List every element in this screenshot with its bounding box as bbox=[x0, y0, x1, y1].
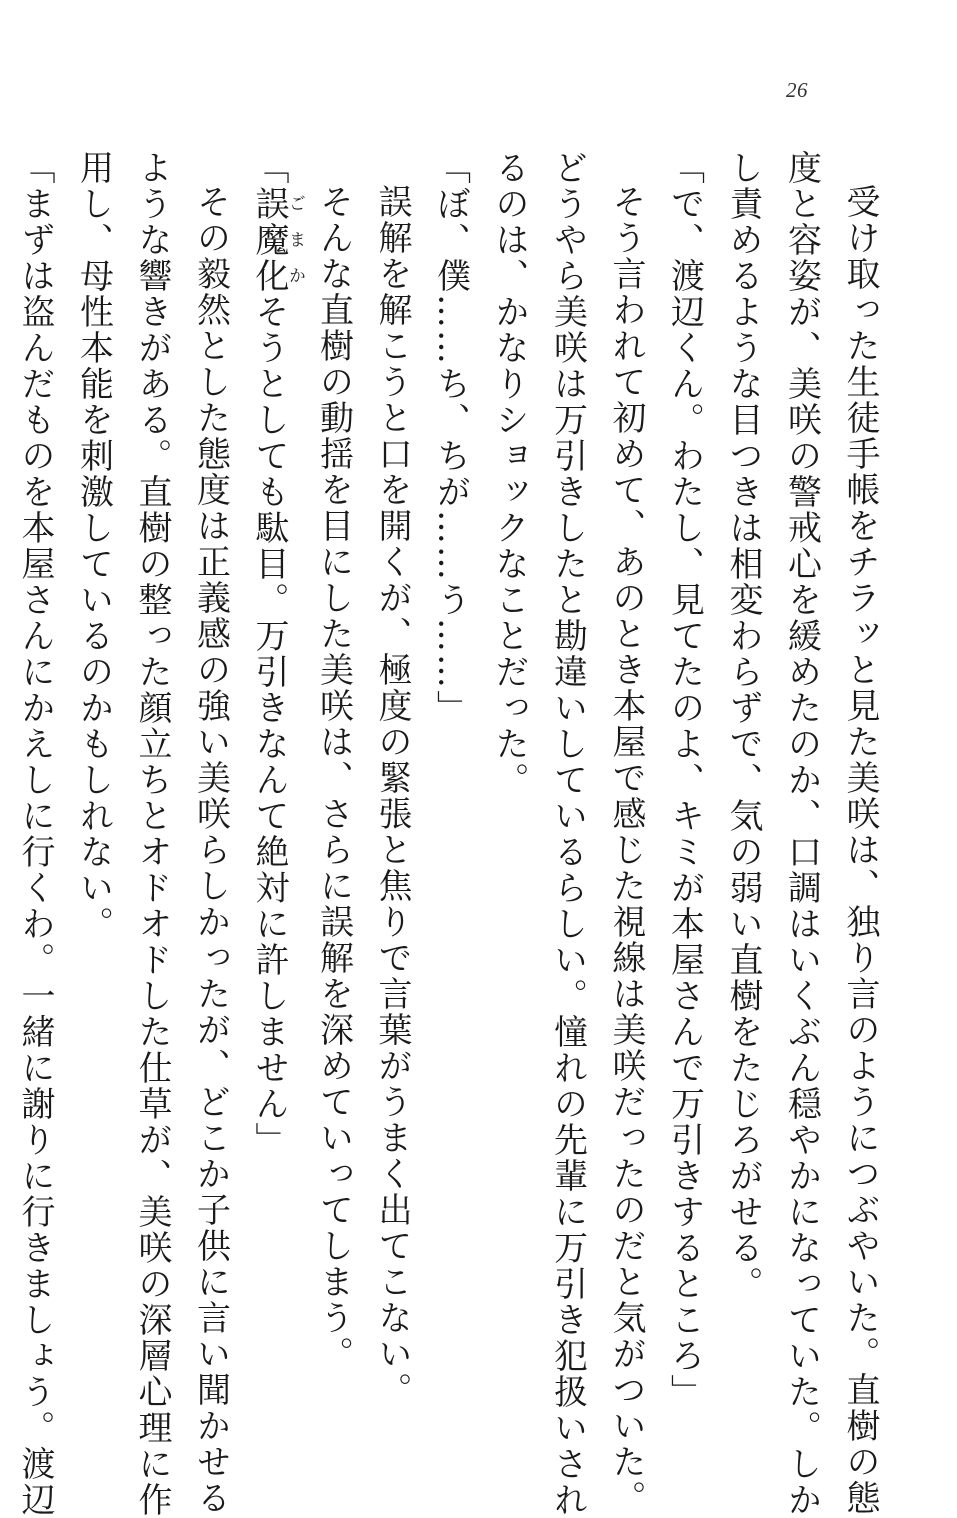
text-line bbox=[0, 150, 6, 1350]
text-line: その毅然とした態度は正義感の強い美咲らしかったが、どこか子供に言い聞かせる bbox=[190, 184, 231, 1516]
text-line: ような響きがある。直樹の整った顔立ちとオドオドした仕草が、美咲の深層心理に作 bbox=[132, 150, 172, 1518]
body-text bbox=[0, 150, 889, 1518]
page-number: 26 bbox=[786, 78, 808, 102]
text-line: そう言われて初めて、あのとき本屋で感じた視線は美咲だったのだと気がついた。 bbox=[606, 184, 646, 1516]
text-line: 誤解を解こうと口を開くが、極度の緊張と焦りで言葉がうまく出てこない。 bbox=[372, 184, 412, 1408]
text-line: し責めるような目つきは相変わらずで、気の弱い直樹をたじろがせる。 bbox=[723, 150, 763, 1302]
text-line: 用し、母性本能を刺激しているのかもしれない。 bbox=[73, 150, 114, 942]
ruby-annotation bbox=[249, 186, 305, 294]
text-line: 度と容姿が、美咲の警戒心を緩めたのか、口調はいくぶん穏やかになっていた。しか bbox=[781, 150, 822, 1518]
ruby-reading: ごまか bbox=[285, 186, 305, 294]
text-line: 「ぼ、僕……ち、ちが……う……」 bbox=[430, 150, 471, 726]
text-line: どうやら美咲は万引きしたと勘違いしているらしい。憧れの先輩に万引き犯扱いされ bbox=[547, 150, 588, 1518]
text-line-with-ruby: 「誤魔化ごまかそうとしても駄目。万引きなんて絶対に許しません」 bbox=[249, 150, 305, 1158]
text-line: 「で、渡辺くん。わたし、見てたのよ、キミが本屋さんで万引きするところ」 bbox=[664, 150, 705, 1410]
text-line: 「まずは盗んだものを本屋さんにかえしに行くわ。一緒に謝りに行きましょう。渡辺 bbox=[15, 150, 55, 1518]
ruby-base: 誤魔化 bbox=[249, 186, 289, 294]
text-line: 受け取った生徒手帳をチラッと見た美咲は、独り言のようにつぶやいた。直樹の態 bbox=[840, 184, 880, 1516]
text-line: るのは、かなりショックなことだった。 bbox=[489, 150, 529, 798]
text-line: そんな直樹の動揺を目にした美咲は、さらに誤解を深めていってしまう。 bbox=[313, 184, 354, 1372]
